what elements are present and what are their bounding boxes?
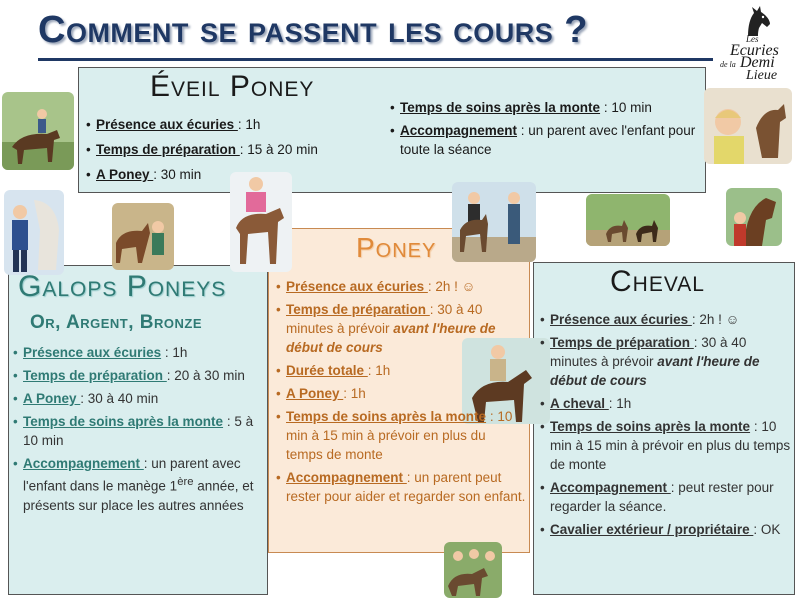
list-item: • Accompagnement : un parent avec l'enfant pour toute la séance <box>390 121 700 159</box>
cheval-title: Cheval <box>610 265 705 298</box>
list-item: • Présence aux écuries : 1h <box>13 343 263 362</box>
list-item: • Temps de soins après la monte : 10 min à 15 min à prévoir en plus du temps de monte <box>276 407 526 464</box>
child-riding-pony-photo <box>2 92 74 170</box>
title-underline <box>38 58 713 61</box>
list-item: • Temps de préparation : 15 à 20 min <box>86 140 376 159</box>
list-item: • Temps de soins après la monte : 5 à 10 min <box>13 412 263 450</box>
page-title: Comment se passent les cours ? <box>38 9 588 51</box>
list-item: • Présence aux écuries : 1h <box>86 115 376 134</box>
poney-title: Poney <box>356 232 437 263</box>
list-item: • Temps de préparation : 30 à 40 minutes à prévoir avant l'heure de début de cours <box>276 300 526 357</box>
list-item: • Temps de préparation : 30 à 40 minutes à prévoir avant l'heure de début de cours <box>540 333 792 390</box>
group-photo <box>444 542 502 598</box>
list-item: • Accompagnement : un parent avec l'enfant dans le manège 1ère année, et présents sur place les autres années <box>13 454 263 515</box>
galops-poneys-title: Galops Poneys <box>18 270 227 303</box>
girl-with-horse-photo <box>726 188 782 246</box>
list-item: • A Poney : 1h <box>276 384 526 403</box>
list-item: • A Poney : 30 à 40 min <box>13 389 263 408</box>
list-item: • Accompagnement : peut rester pour regarder la séance. <box>540 478 792 516</box>
list-item: • Présence aux écuries : 2h ! ☺ <box>540 310 792 329</box>
list-item: • Durée totale : 1h <box>276 361 526 380</box>
child-with-pony-photo <box>4 190 64 275</box>
list-item: • Cavalier extérieur / propriétaire : OK <box>540 520 792 539</box>
pony-group-photo <box>586 194 670 246</box>
galops-poneys-subtitle: Or, Argent, Bronze <box>30 312 203 333</box>
list-item: • A cheval : 1h <box>540 394 792 413</box>
poney-list <box>276 277 526 510</box>
cheval-list <box>540 310 792 543</box>
list-item: • Temps de soins après la monte : 10 min <box>390 98 700 117</box>
list-item: • Temps de soins après la monte : 10 min à 15 min à prévoir en plus du temps de monte <box>540 417 792 474</box>
eveil-poney-title: Éveil Poney <box>150 70 315 103</box>
rider-lesson-photo <box>452 182 536 262</box>
eveil-left-list <box>86 115 376 190</box>
children-with-pony-photo <box>112 203 174 270</box>
list-item: • A Poney : 30 min <box>86 165 376 184</box>
child-with-toy-horse-photo <box>704 88 792 164</box>
eveil-right-list <box>390 98 700 163</box>
list-item: • Accompagnement : un parent peut rester pour aider et regarder son enfant. <box>276 468 526 506</box>
club-logo: Les Ecuries de la Demi Lieue <box>718 4 798 84</box>
list-item: • Temps de préparation : 20 à 30 min <box>13 366 263 385</box>
horse-head-icon <box>740 4 774 38</box>
list-item: • Présence aux écuries : 2h ! ☺ <box>276 277 526 296</box>
galops-list <box>13 343 263 519</box>
